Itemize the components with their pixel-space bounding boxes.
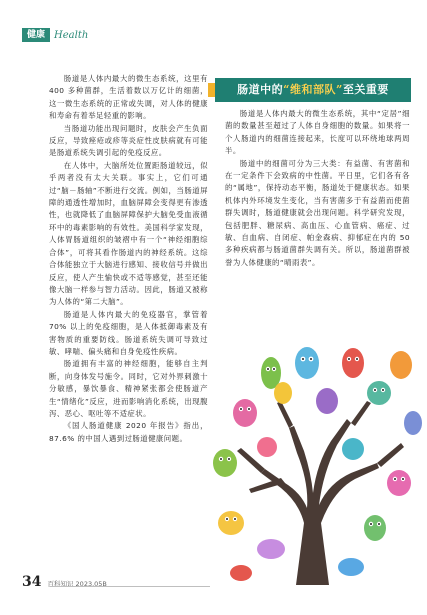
paragraph: 肠道中的细菌可分为三大类：有益菌、有害菌和在一定条件下会致病的中性菌。平日里，它们各有各的“属地”，保持动态平衡，肠道处于健康状态。如果机体内外环境发生变化，当有害菌多于有益菌而使菌群失调时，肠道健康就会出现问题。科学研究发现，包括肥胖、糖尿病、高血压、心血管病、癌症、过敏、自血病、自闭症、帕金森病、抑郁症在内的 50 多种疾病都与肠道菌群失调有关。所以，肠道菌群被誉为人体健康的“晴雨表”。 <box>225 158 410 267</box>
section-tag: 健康 <box>22 28 50 42</box>
paragraph: 肠道拥有丰富的神经细胞，能够自主判断，向身体发号施令。同时，它对外界刺激十分敏感，暴饮暴食、精神紧张都会使肠道产生“情绪化”反应，进而影响消化系统，出现腹泻、恶心、呕吐等不适症状。 <box>49 359 208 418</box>
bacteria-tree-illustration <box>201 323 427 585</box>
section-header <box>22 27 88 43</box>
footer-divider <box>50 586 210 587</box>
section-title-prefix: 肠道中的 <box>237 83 284 96</box>
page-footer <box>22 574 107 590</box>
page-number: 34 <box>22 574 42 590</box>
paragraph: 《国人肠道健康 2020 年报告》指出，87.6% 的中国人遇到过肠道健康问题。 <box>49 421 208 443</box>
paragraph: 肠道是人体内最大的微生态系统，其中“定居”细菌的数量甚至超过了人体自身细胞的数量。如果将一个人肠道内的细菌连接起来，长度可以环绕地球两周半。 <box>225 109 410 156</box>
right-column <box>225 108 410 269</box>
tree-trunk <box>237 401 404 585</box>
magazine-issue: 百科知识 2023.05B <box>47 580 107 588</box>
section-tag-english: Health <box>54 29 89 41</box>
section-title-suffix: 至关重要 <box>342 83 389 96</box>
left-column <box>49 73 208 445</box>
paragraph: 当肠道功能出现问题时，皮肤会产生负面反应，导致痤疮或疹等炎症性皮肤病就有可能是肠道系统失调引起的免疫反应。 <box>49 123 208 158</box>
paragraph: 肠道是人体内最大的免疫器官，掌管着 70% 以上的免疫细胞，是人体抵御毒素及有害物质的重要防线。肠道系统失调可导致过敏、哮喘、偏头痛和自身免疫性疾病。 <box>49 309 208 356</box>
paragraph: 在人体中，大脑所处位置距肠道较远，似乎两者没有太大关联。事实上，它们可通过“脑－肠轴”不断进行交流。例如，当肠道屏障的通透性增加时，血脑屏障会变得更有渗透性，也就降低了血脑屏障保护大脑免受血液循环中的毒素影响的有效性。美国科学家发现，人体胃肠道组织的皱褶中有一个“神经细胞综合体”，可将其看作肠道内的神经系统。这综合体能独立于大脑进行感知、接收信号并做出反应，使人产生愉快或不适等感觉，甚至还能像大脑一样参与智力活动。因此，肠道又被称为人体的“第二大脑”。 <box>49 160 208 307</box>
paragraph: 肠道是人体内最大的微生态系统，这里有 400 多种菌群，生活着数以万亿计的细菌，这一微生态系统的正常或失调，对人体的健康和寿命有着举足轻重的影响。 <box>49 74 208 121</box>
section-title <box>215 78 411 102</box>
section-title-highlight: “维和部队” <box>283 83 343 96</box>
